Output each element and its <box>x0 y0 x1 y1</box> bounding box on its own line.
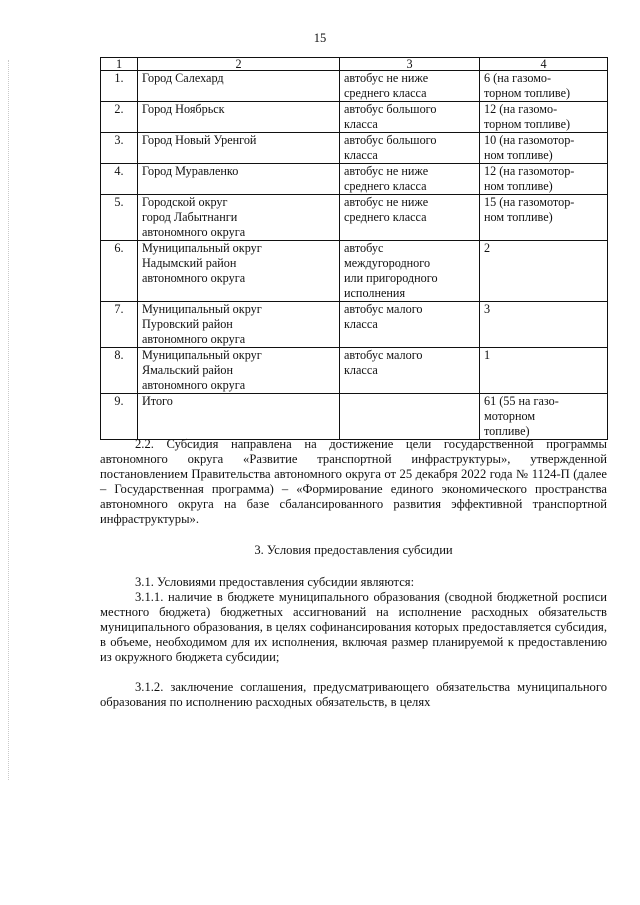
table-header-cell: 4 <box>480 58 608 71</box>
municipality-cell: Муниципальный округ Надымский район автономного округа <box>138 241 340 302</box>
municipality-cell: Город Новый Уренгой <box>138 133 340 164</box>
bus-quantity-cell: 61 (55 на газо- моторном топливе) <box>480 394 608 440</box>
bus-class-cell <box>340 394 480 440</box>
municipality-cell: Муниципальный округ Ямальский район автономного округа <box>138 348 340 394</box>
municipality-cell: Итого <box>138 394 340 440</box>
bus-quantity-cell: 12 (на газомо- торном топливе) <box>480 102 608 133</box>
municipality-cell: Город Муравленко <box>138 164 340 195</box>
table-row <box>101 348 608 394</box>
bus-class-cell: автобус не ниже среднего класса <box>340 164 480 195</box>
bus-quantity-cell: 15 (на газомотор- ном топливе) <box>480 195 608 241</box>
table-row <box>101 241 608 302</box>
table-header-row <box>101 58 608 71</box>
row-number-cell: 7. <box>101 302 138 348</box>
bus-quantity-cell: 3 <box>480 302 608 348</box>
row-number-cell: 9. <box>101 394 138 440</box>
municipalities-bus-table <box>100 57 608 440</box>
table-row <box>101 195 608 241</box>
bus-class-cell: автобус не ниже среднего класса <box>340 195 480 241</box>
bus-class-cell: автобус не ниже среднего класса <box>340 71 480 102</box>
bus-quantity-cell: 6 (на газомо- торном топливе) <box>480 71 608 102</box>
bus-class-cell: автобус большого класса <box>340 102 480 133</box>
bus-quantity-cell: 2 <box>480 241 608 302</box>
bus-class-cell: автобус междугородного или пригородного исполнения <box>340 241 480 302</box>
table-row <box>101 71 608 102</box>
bus-class-cell: автобус большого класса <box>340 133 480 164</box>
paragraph-3-1-1: 3.1.1. наличие в бюджете муниципального образования (сводной бюджетной росписи местного бюджета) бюджетных ассигнований на исполнение расходных обязательств муниципального образования, в целях софинансирования которых предоставляется субсидия, в объеме, необходимом для их исполнения, включая размер планируемой к предоставлению из окружного бюджета субсидии; <box>100 590 607 664</box>
paragraph-3-1-2: 3.1.2. заключение соглашения, предусматривающего обязательства муниципального образования по исполнению расходных обязательств, в целях <box>100 680 607 709</box>
bus-quantity-cell: 1 <box>480 348 608 394</box>
row-number-cell: 5. <box>101 195 138 241</box>
bus-quantity-cell: 12 (на газомотор- ном топливе) <box>480 164 608 195</box>
table-row <box>101 133 608 164</box>
table-row <box>101 102 608 133</box>
municipality-cell: Муниципальный округ Пуровский район автономного округа <box>138 302 340 348</box>
row-number-cell: 4. <box>101 164 138 195</box>
table-header-cell: 2 <box>138 58 340 71</box>
municipality-cell: Город Ноябрьск <box>138 102 340 133</box>
row-number-cell: 6. <box>101 241 138 302</box>
margin-dotted-line <box>8 60 10 780</box>
section-3-title: 3. Условия предоставления субсидии <box>254 543 453 557</box>
table-row <box>101 164 608 195</box>
municipality-cell: Город Салехард <box>138 71 340 102</box>
table-header-cell: 3 <box>340 58 480 71</box>
municipality-cell: Городской округ город Лабытнанги автономного округа <box>138 195 340 241</box>
row-number-cell: 8. <box>101 348 138 394</box>
table-row <box>101 302 608 348</box>
table-row <box>101 394 608 440</box>
row-number-cell: 3. <box>101 133 138 164</box>
row-number-cell: 2. <box>101 102 138 133</box>
bus-quantity-cell: 10 (на газомотор- ном топливе) <box>480 133 608 164</box>
bus-class-cell: автобус малого класса <box>340 348 480 394</box>
paragraph-3-1: 3.1. Условиями предоставления субсидии являются: <box>135 575 415 589</box>
page-number: 15 <box>313 31 327 45</box>
bus-class-cell: автобус малого класса <box>340 302 480 348</box>
table-header-cell: 1 <box>101 58 138 71</box>
paragraph-2-2: 2.2. Субсидия направлена на достижение цели государственной программы автономного округа «Развитие транспортной инфраструктуры», утвержденной постановлением Правительства автономного округа от 25 декабря 2022 года № 1124-П (далее – Государственная программа) – «Формирование единого экономического пространства автономного округа на базе сбалансированного развития эффективной транспортной инфраструктуры». <box>100 437 607 526</box>
row-number-cell: 1. <box>101 71 138 102</box>
